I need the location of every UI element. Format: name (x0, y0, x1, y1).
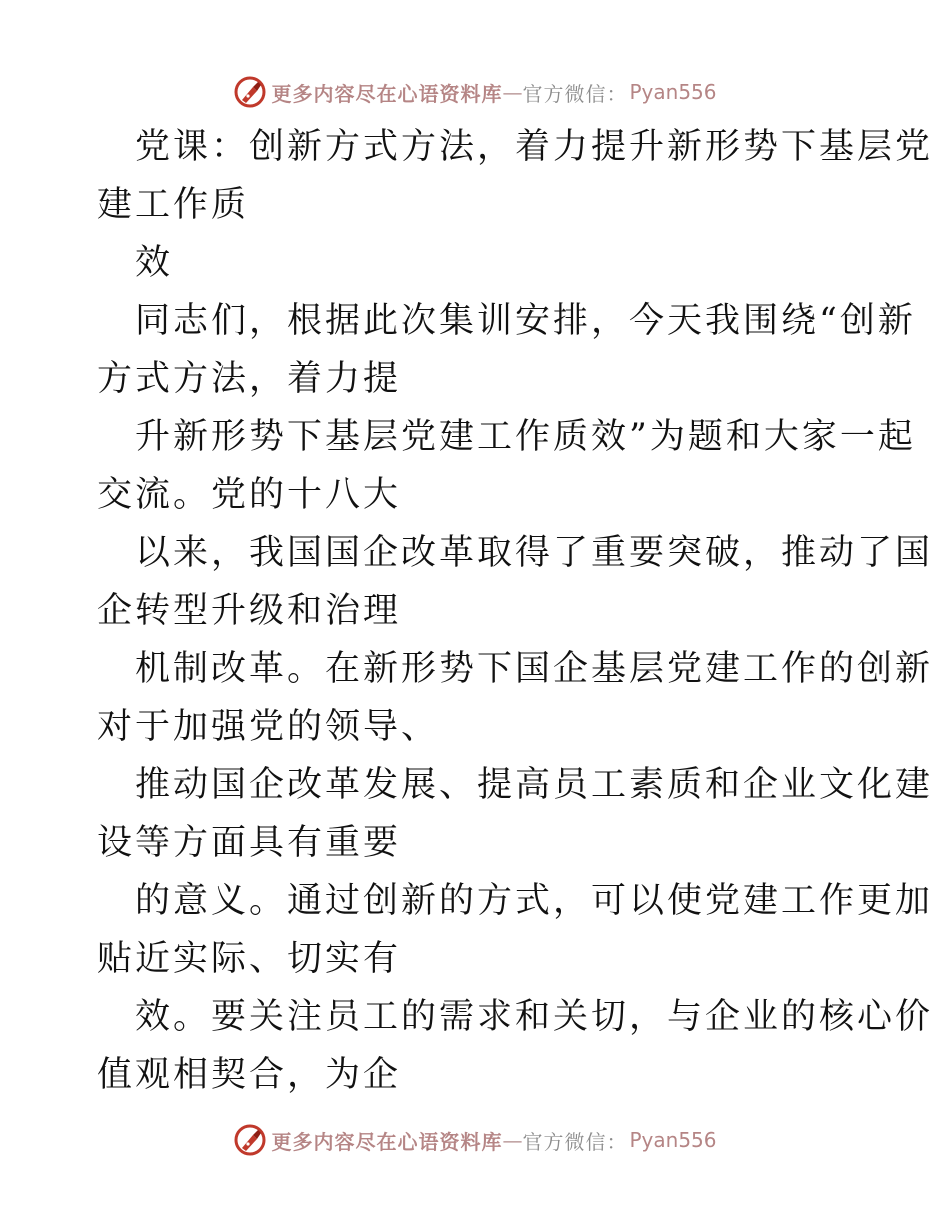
text-line: 的意义。通过创新的方式，可以使党建工作更加 (135, 881, 934, 921)
text-line: 企转型升级和治理 (97, 591, 402, 631)
text-line: 方式方法，着力提 (97, 359, 402, 399)
site-name: 更多内容尽在心语资料库 (271, 1129, 503, 1154)
wechat-label: 官方微信： (522, 81, 628, 106)
pen-nib-logo-icon (233, 1123, 267, 1157)
text-line: 设等方面具有重要 (97, 823, 402, 863)
text-line: 贴近实际、切实有 (97, 939, 402, 979)
text-line: 同志们，根据此次集训安排，今天我围绕“创新 (135, 301, 916, 341)
title-line-3: 效 (135, 243, 174, 283)
text-line: 交流。党的十八大 (97, 475, 402, 515)
text-line: 值观相契合，为企 (97, 1055, 402, 1095)
footer-banner (0, 1120, 950, 1160)
text-line: 升新形势下基层党建工作质效”为题和大家一起 (135, 417, 916, 457)
pen-nib-logo-icon (233, 75, 267, 109)
title-line-1: 党课：创新方式方法，着力提升新形势下基层党 (135, 127, 934, 167)
banner-separator: — (502, 1128, 523, 1152)
site-name: 更多内容尽在心语资料库 (271, 81, 503, 106)
wechat-id: Pyan556 (629, 1128, 717, 1152)
document-body (97, 118, 934, 1104)
banner-separator: — (502, 80, 523, 104)
text-line: 以来，我国国企改革取得了重要突破，推动了国 (135, 533, 934, 573)
wechat-id: Pyan556 (629, 80, 717, 104)
wechat-label: 官方微信： (522, 1129, 628, 1154)
title-line-2: 建工作质 (97, 185, 250, 225)
text-line: 效。要关注员工的需求和关切，与企业的核心价 (135, 997, 934, 1037)
text-line: 推动国企改革发展、提高员工素质和企业文化建 (135, 765, 934, 805)
text-line: 对于加强党的领导、 (97, 707, 440, 747)
header-banner (0, 72, 950, 112)
text-line: 机制改革。在新形势下国企基层党建工作的创新 (135, 649, 934, 689)
